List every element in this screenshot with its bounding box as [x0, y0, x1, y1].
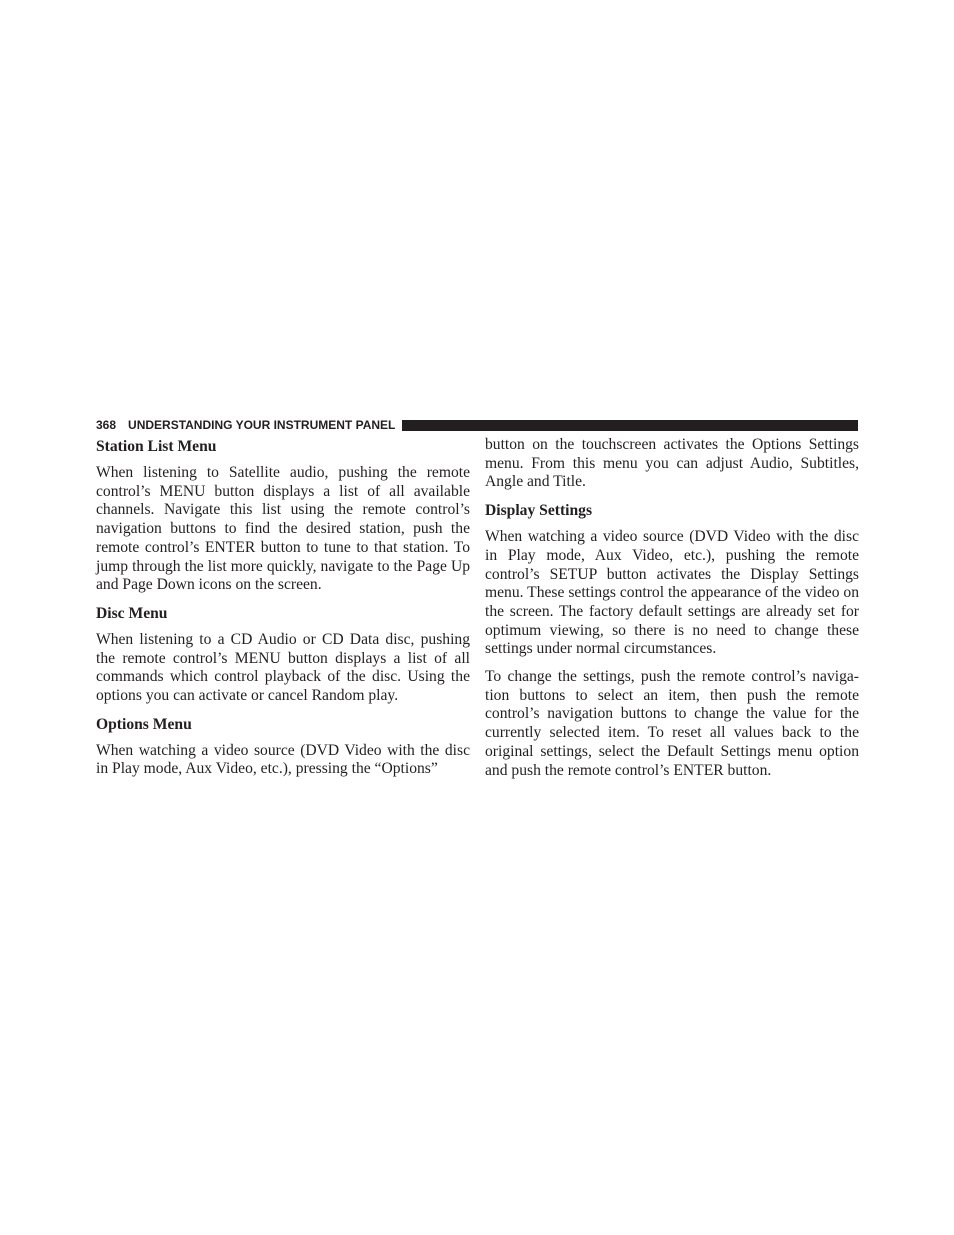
options-menu-heading: Options Menu [96, 715, 192, 733]
options-menu-paragraph: When watching a video source (DVD Video with the disc in Play mode, Aux Video, etc.), pressing the “Options” [96, 741, 470, 778]
display-settings-paragraph: When watching a video source (DVD Video with the disc in Play mode, Aux Video, etc.), pushing the remote control’s SETUP button activates the Display Settings menu. These settings control the appearance of the video on the screen. The factory default settings are already set for optimum viewing, so there is no need to change these settings under normal circumstances. [485, 528, 859, 658]
station-list-menu-paragraph: When listening to Satellite audio, pushing the remote control’s MENU button displays a list of all available channels. Navigate this list using the remote control’s navigation buttons to find the desired station, push the remote control’s ENTER button to tune to that station. To jump through the list more quickly, navigate to the Page Up and Page Down icons on the screen. [96, 464, 470, 594]
disc-menu-paragraph: When listening to a CD Audio or CD Data disc, pushing the remote control’s MENU button displays a list of all commands which control playback of the disc. Using the options you can activate or cancel Random play. [96, 630, 470, 705]
display-settings-heading: Display Settings [485, 502, 593, 520]
change-settings-paragraph: To change the settings, push the remote control’s naviga-tion buttons to select an item, then push the remote control’s navigation buttons to change the value for the currently selected item. To reset all values back to the original settings, select the Default Settings menu option and push the remote control’s ENTER button. [485, 668, 859, 779]
station-list-menu-heading: Station List Menu [96, 438, 217, 455]
disc-menu-heading: Disc Menu [96, 604, 168, 622]
options-menu-continued-paragraph: button on the touchscreen activates the Options Settings menu. From this menu you can adjust Audio, Subtitles, Angle and Title. [485, 436, 859, 491]
right-column [485, 436, 859, 780]
left-column [96, 436, 470, 779]
page-number: 368 [96, 418, 117, 432]
page-header [96, 416, 858, 434]
header-rule [402, 420, 858, 431]
section-title: UNDERSTANDING YOUR INSTRUMENT PANEL [128, 418, 396, 432]
